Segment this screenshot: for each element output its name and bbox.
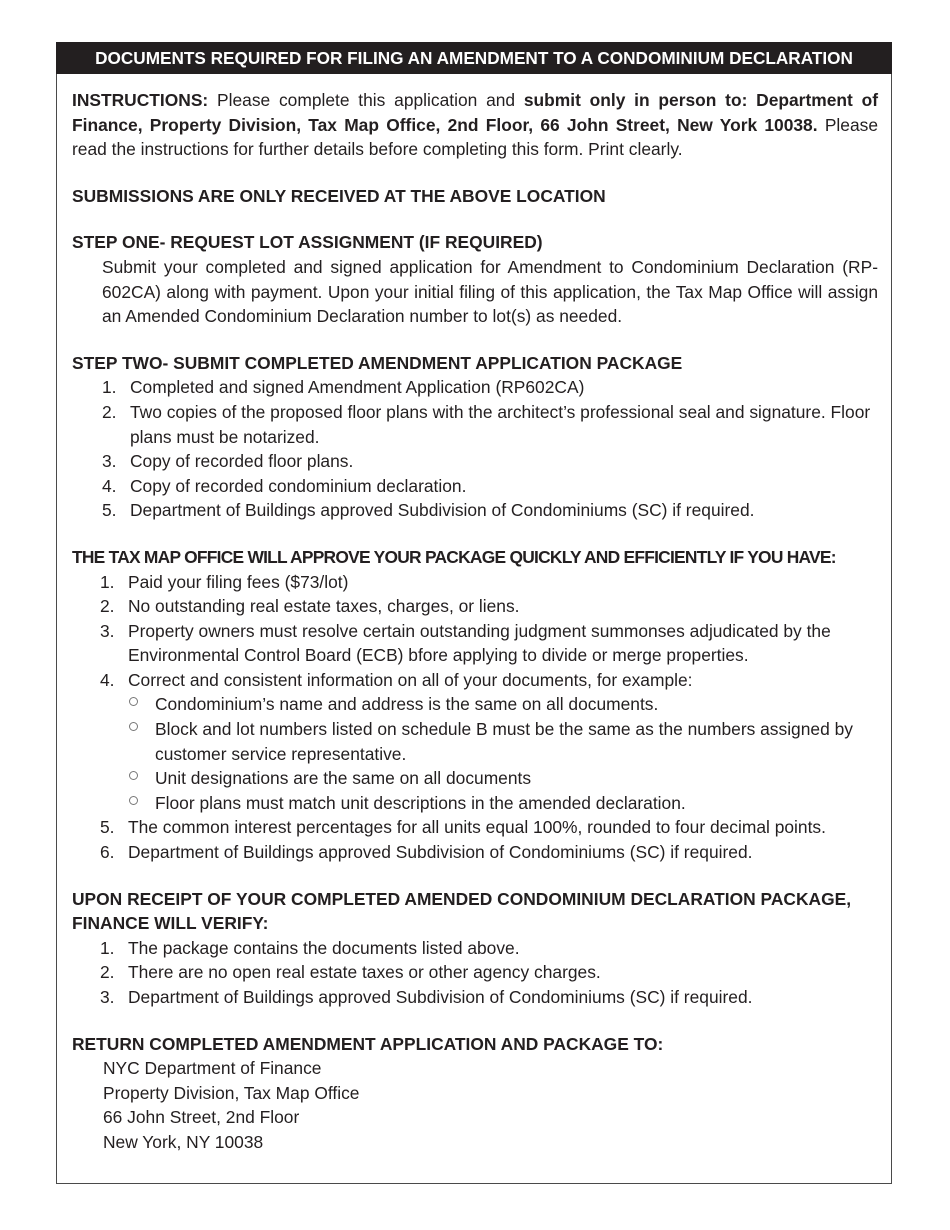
approval-list bbox=[72, 570, 878, 693]
list-item: 1. The package contains the documents listed above. bbox=[100, 937, 520, 958]
address-line: New York, NY 10038 bbox=[103, 1131, 264, 1152]
circle-bullet-icon bbox=[129, 771, 138, 780]
submissions-notice: SUBMISSIONS ARE ONLY RECEIVED AT THE ABOVE LOCATION bbox=[72, 185, 606, 206]
list-item: 2. Two copies of the proposed floor plans with the architect’s professional seal and signature. Floor plans must be notarized. bbox=[102, 401, 871, 447]
list-item: 1. Paid your filing fees ($73/lot) bbox=[100, 571, 349, 592]
approval-heading: THE TAX MAP OFFICE WILL APPROVE YOUR PACKAGE QUICKLY AND EFFICIENTLY IF YOU HAVE: bbox=[72, 546, 836, 567]
list-item: 4. Correct and consistent information on all of your documents, for example: bbox=[100, 669, 693, 690]
list-item: 2. No outstanding real estate taxes, charges, or liens. bbox=[100, 596, 520, 617]
sub-list-item: Floor plans must match unit descriptions in the amended declaration. bbox=[72, 791, 878, 816]
list-item: 5. The common interest percentages for all units equal 100%, rounded to four decimal points. bbox=[100, 817, 826, 838]
step-one-body: Submit your completed and signed application for Amendment to Condominium Declaration (RP-602CA) along with payment. Upon your initial filing of this application, the Tax Map Office will assign an Amended Condominium Declaration number to lot(s) as needed. bbox=[102, 256, 878, 327]
list-item: 6. Department of Buildings approved Subdivision of Condominiums (SC) if required. bbox=[100, 842, 753, 863]
sub-list-item: Condominium’s name and address is the same on all documents. bbox=[72, 692, 878, 717]
document-title: DOCUMENTS REQUIRED FOR FILING AN AMENDMENT TO A CONDOMINIUM DECLARATION bbox=[56, 42, 892, 74]
instructions-label: INSTRUCTIONS: bbox=[72, 90, 209, 110]
list-item: 2. There are no open real estate taxes or other agency charges. bbox=[100, 962, 601, 983]
instructions-submit-location: submit only in person to: Department of Finance, Property Division, Tax Map Office, 2nd Floor, 66 John Street, New York 10038. bbox=[72, 90, 878, 135]
list-item: 4. Copy of recorded condominium declaration. bbox=[102, 475, 467, 496]
list-item: 3. Department of Buildings approved Subdivision of Condominiums (SC) if required. bbox=[100, 987, 753, 1007]
sub-list-item: Unit designations are the same on all documents bbox=[72, 766, 878, 791]
verify-heading: UPON RECEIPT OF YOUR COMPLETED AMENDED CONDOMINIUM DECLARATION PACKAGE, FINANCE WILL VERIFY: bbox=[72, 888, 852, 934]
list-item: 1. Completed and signed Amendment Application (RP602CA) bbox=[102, 377, 585, 398]
address-line: NYC Department of Finance bbox=[103, 1058, 322, 1079]
circle-bullet-icon bbox=[129, 722, 138, 731]
list-item: 5. Department of Buildings approved Subdivision of Condominiums (SC) if required. bbox=[102, 500, 755, 521]
circle-bullet-icon bbox=[129, 796, 138, 805]
step-one-heading: STEP ONE- REQUEST LOT ASSIGNMENT (IF REQUIRED) bbox=[72, 232, 543, 253]
instructions-text-2: Please read the instructions for further details before completing this form. Print clearly. bbox=[72, 114, 878, 160]
list-item: 3. Copy of recorded floor plans. bbox=[102, 451, 354, 472]
approval-sub-list bbox=[72, 692, 878, 815]
instructions bbox=[72, 88, 878, 162]
document-body bbox=[72, 88, 878, 1155]
approval-list-continued bbox=[72, 815, 878, 864]
step-two-list bbox=[72, 375, 878, 523]
address-line: 66 John Street, 2nd Floor bbox=[103, 1107, 300, 1128]
address-line: Property Division, Tax Map Office bbox=[103, 1082, 360, 1103]
return-heading: RETURN COMPLETED AMENDMENT APPLICATION AND PACKAGE TO: bbox=[72, 1033, 664, 1054]
verify-list bbox=[72, 936, 878, 1010]
sub-list-item: Block and lot numbers listed on schedule B must be the same as the numbers assigned by customer service representative. bbox=[72, 717, 878, 766]
step-two-heading: STEP TWO- SUBMIT COMPLETED AMENDMENT APPLICATION PACKAGE bbox=[72, 352, 683, 373]
list-item: 3. Property owners must resolve certain outstanding judgment summonses adjudicated by the Environmental Control Board (ECB) bfore applying to divide or merge properties. bbox=[100, 620, 831, 666]
instructions-text-1: Please complete this application and bbox=[208, 90, 524, 110]
return-address bbox=[103, 1056, 878, 1154]
circle-bullet-icon bbox=[129, 697, 138, 706]
